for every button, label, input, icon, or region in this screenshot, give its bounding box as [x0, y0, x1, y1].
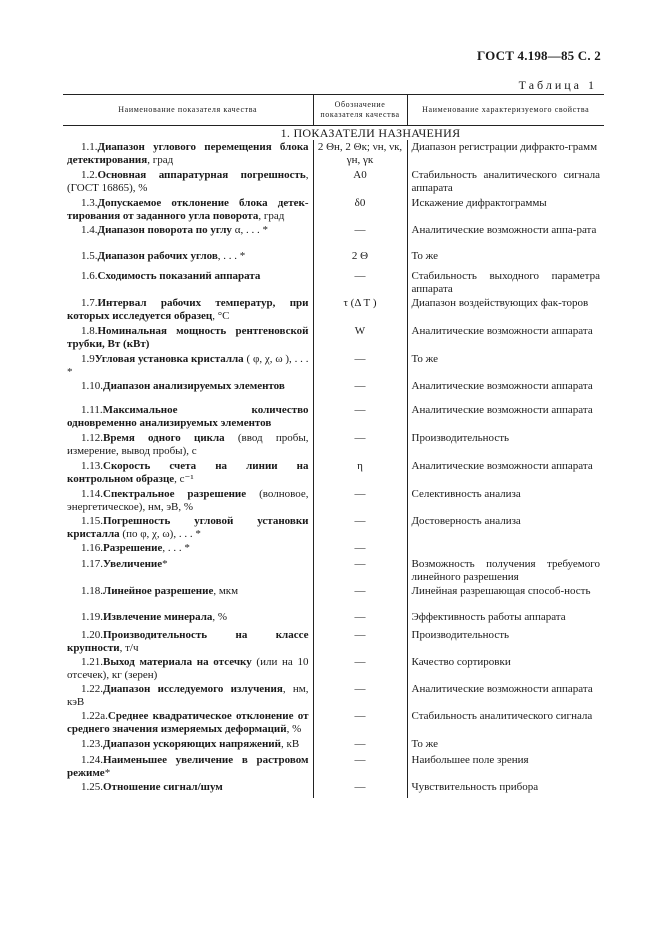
- indicator-number: 1.21.: [81, 656, 103, 668]
- indicator-number: 1.18.: [81, 585, 103, 597]
- characterized-property: То же: [411, 738, 438, 750]
- table-row: [63, 431, 604, 459]
- indicator-number: 1.5.: [81, 250, 98, 262]
- indicator-symbol: —: [313, 514, 407, 541]
- indicator-unit: , (ГОСТ 16865), %: [67, 169, 309, 194]
- indicator-title: Допускаемое отклонение блока детек-тирования от заданного угла поворота: [67, 197, 309, 222]
- indicator-title: Наименьшее увеличение в растровом режиме: [67, 754, 309, 779]
- indicator-name: [63, 431, 313, 459]
- indicator-symbol: —: [313, 628, 407, 655]
- indicator-number: 1.23.: [81, 738, 103, 750]
- indicator-symbol: η: [313, 459, 407, 487]
- indicator-title: Диапазон ускоряющих напряжений: [103, 738, 281, 750]
- indicator-name: [63, 514, 313, 541]
- characterized-property: Наибольшее поле зрения: [411, 754, 529, 766]
- indicator-symbol: —: [313, 584, 407, 610]
- indicator-unit: ( φ, χ, ω ), . . . *: [67, 353, 309, 378]
- table-row: [63, 249, 604, 269]
- characterized-property: Чувствительность прибора: [411, 781, 539, 793]
- table-row: [63, 682, 604, 709]
- indicator-unit: , с⁻¹: [174, 473, 194, 485]
- characterized-property: Аналитические возможности аппарата: [411, 683, 593, 695]
- indicator-name: [63, 196, 313, 223]
- column-header-property: Наименование характеризуемого свойства: [407, 95, 604, 126]
- indicator-number: 1.22.: [81, 683, 103, 695]
- table-row: [63, 557, 604, 584]
- indicator-title: Интервал рабочих температур, при которых исследуется образец: [67, 297, 309, 322]
- column-header-name: Наименование показателя качества: [63, 95, 313, 126]
- indicator-number: 1.12.: [81, 432, 103, 444]
- indicator-unit: (или на 10 отсечек), кг (зерен): [67, 656, 309, 681]
- indicator-number: 1.17.: [81, 558, 103, 570]
- indicator-number: 1.20.: [81, 629, 103, 641]
- characterized-property: Стабильность выходного параметра аппарата: [411, 270, 600, 295]
- indicator-title: Диапазон углового перемещения блока детектирования: [67, 141, 309, 166]
- characterized-property: Аналитические возможности аппарата: [411, 460, 593, 472]
- indicator-symbol: —: [313, 352, 407, 379]
- indicator-name: [63, 557, 313, 584]
- table-row: [63, 168, 604, 196]
- characterized-property: Аналитические возможности аппарата: [411, 404, 593, 416]
- characterized-property: Аналитические возможности аппарата: [411, 380, 593, 392]
- indicator-name: [63, 140, 313, 168]
- table-row: [63, 709, 604, 737]
- indicator-symbol: A0: [313, 168, 407, 196]
- indicator-symbol: δ0: [313, 196, 407, 223]
- indicator-unit: , т/ч: [119, 642, 139, 654]
- indicator-number: 1.15.: [81, 515, 103, 527]
- quality-indicators-table: [63, 94, 604, 798]
- characterized-property: Возможность получения требуемого линейного разрешения: [411, 558, 600, 583]
- indicator-title: Диапазон анализируемых элементов: [103, 380, 285, 392]
- indicator-title: Производительность на классе крупности: [67, 629, 309, 654]
- table-row: [63, 352, 604, 379]
- table-row: [63, 140, 604, 168]
- indicator-number: 1.9: [81, 353, 95, 365]
- indicator-number: 1.1.: [81, 141, 98, 153]
- table-row: [63, 324, 604, 352]
- indicator-name: [63, 249, 313, 269]
- indicator-number: 1.10.: [81, 380, 103, 392]
- indicator-unit: , нм, кэВ: [67, 683, 309, 708]
- characterized-property: То же: [411, 250, 438, 262]
- indicator-number: 1.4.: [81, 224, 98, 236]
- characterized-property: Стабильность аналитического сигнала аппарата: [411, 169, 600, 194]
- indicator-name: [63, 296, 313, 324]
- indicator-title: Диапазон исследуемого излучения: [103, 683, 283, 695]
- indicator-name: [63, 780, 313, 798]
- characterized-property: Аналитические возможности аппарата: [411, 325, 593, 337]
- indicator-unit: , °С: [212, 310, 230, 322]
- characterized-property: Искажение дифрактограммы: [411, 197, 547, 209]
- indicator-unit: α, . . . *: [231, 224, 268, 236]
- indicator-number: 1.13.: [81, 460, 103, 472]
- indicator-name: [63, 737, 313, 753]
- indicator-title: Спектральное разрешение: [103, 488, 247, 500]
- indicator-symbol: —: [313, 223, 407, 249]
- indicator-symbol: —: [313, 379, 407, 403]
- indicator-title: Максимальное количество одновременно анализируемых элементов: [67, 404, 309, 429]
- indicator-number: 1.24.: [81, 754, 103, 766]
- characterized-property: Селективность анализа: [411, 488, 521, 500]
- indicator-title: Угловая установка кристалла: [94, 353, 244, 365]
- indicator-title: Скорость счета на линии на контрольном образце: [67, 460, 309, 485]
- indicator-symbol: —: [313, 487, 407, 514]
- indicator-symbol: —: [313, 655, 407, 682]
- indicator-number: 1.7.: [81, 297, 98, 309]
- table-row: [63, 487, 604, 514]
- characterized-property: То же: [411, 353, 438, 365]
- indicator-title: Линейное разрешение: [103, 585, 214, 597]
- indicator-title: Среднее квадратическое отклонение от среднего значения измеряемых деформаций: [67, 710, 309, 735]
- table-row: [63, 628, 604, 655]
- table-row: [63, 541, 604, 557]
- indicator-name: [63, 459, 313, 487]
- indicator-title: Номинальная мощность рентгеновской трубки, Вт (кВт): [67, 325, 309, 350]
- indicator-symbol: —: [313, 557, 407, 584]
- page-header-doc-ref: ГОСТ 4.198—85 С. 2: [476, 48, 601, 63]
- table-row: [63, 753, 604, 780]
- indicator-name: [63, 753, 313, 780]
- indicator-name: [63, 324, 313, 352]
- indicator-number: 1.14.: [81, 488, 103, 500]
- table-row: [63, 296, 604, 324]
- indicator-symbol: —: [313, 269, 407, 296]
- indicator-unit: , . . . *: [162, 542, 190, 554]
- section-row: [63, 126, 604, 141]
- indicator-number: 1.2.: [81, 169, 98, 181]
- indicator-name: [63, 584, 313, 610]
- indicator-name: [63, 403, 313, 431]
- indicator-unit: , кВ: [280, 738, 300, 750]
- indicator-name: [63, 168, 313, 196]
- indicator-number: 1.22а.: [81, 710, 108, 722]
- indicator-title: Выход материала на отсечку: [103, 656, 252, 668]
- indicator-number: 1.11.: [81, 404, 103, 416]
- indicator-title: Сходимость показаний аппарата: [97, 270, 261, 282]
- indicator-unit: (ввод пробы, измерение, вывод пробы), с: [67, 432, 309, 457]
- indicator-unit: , %: [212, 611, 228, 623]
- indicator-title: Увеличение: [103, 558, 163, 570]
- table-row: [63, 196, 604, 223]
- indicator-symbol: —: [313, 431, 407, 459]
- indicator-unit: *: [104, 767, 111, 779]
- indicator-name: [63, 610, 313, 628]
- characterized-property: Стабильность аналитического сигнала: [411, 710, 593, 722]
- indicator-symbol: —: [313, 682, 407, 709]
- indicator-title: Разрешение: [103, 542, 163, 554]
- indicator-symbol: —: [313, 780, 407, 798]
- indicator-symbol: W: [313, 324, 407, 352]
- indicator-unit: , град: [147, 154, 174, 166]
- table-row: [63, 514, 604, 541]
- indicator-symbol: 2 Θн, 2 Θк; νн, νк, γн, γк: [313, 140, 407, 168]
- indicator-unit: , град: [258, 210, 285, 222]
- indicator-title: Диапазон поворота по углу: [97, 224, 232, 236]
- indicator-unit: *: [162, 558, 168, 570]
- indicator-title: Извлечение минерала: [103, 611, 213, 623]
- indicator-symbol: —: [313, 403, 407, 431]
- table-row: [63, 269, 604, 296]
- indicator-symbol: —: [313, 753, 407, 780]
- indicator-number: 1.8.: [81, 325, 98, 337]
- table-header-row: [63, 95, 604, 126]
- table-row: [63, 459, 604, 487]
- indicator-name: [63, 269, 313, 296]
- table-row: [63, 403, 604, 431]
- characterized-property: [407, 541, 604, 557]
- characterized-property: Эффективность работы аппарата: [411, 611, 566, 623]
- characterized-property: Достоверность анализа: [411, 515, 521, 527]
- indicator-symbol: —: [313, 610, 407, 628]
- characterized-property: Качество сортировки: [411, 656, 511, 668]
- table-row: [63, 610, 604, 628]
- indicator-name: [63, 352, 313, 379]
- characterized-property: Линейная разрешающая способ-ность: [411, 585, 591, 597]
- indicator-unit: , мкм: [213, 585, 239, 597]
- indicator-number: 1.19.: [81, 611, 103, 623]
- indicator-symbol: —: [313, 541, 407, 557]
- table-row: [63, 584, 604, 610]
- indicator-symbol: —: [313, 737, 407, 753]
- indicator-name: [63, 223, 313, 249]
- indicator-number: 1.6.: [81, 270, 98, 282]
- indicator-name: [63, 379, 313, 403]
- indicator-name: [63, 655, 313, 682]
- table-row: [63, 737, 604, 753]
- indicator-unit: (по φ, χ, ω), . . . *: [119, 528, 201, 540]
- indicator-symbol: —: [313, 709, 407, 737]
- table-row: [63, 379, 604, 403]
- indicator-name: [63, 541, 313, 557]
- indicator-unit: , . . . *: [217, 250, 246, 262]
- indicator-title: Время одного цикла: [103, 432, 225, 444]
- indicator-symbol: 2 Θ: [313, 249, 407, 269]
- indicator-title: Основная аппаратурная погрешность: [97, 169, 306, 181]
- characterized-property: Аналитические возможности аппа-рата: [411, 224, 597, 236]
- indicator-title: Диапазон рабочих углов: [97, 250, 218, 262]
- column-header-symbol: Обозначение показателя качества: [313, 95, 407, 126]
- characterized-property: Производительность: [411, 629, 510, 641]
- indicator-number: 1.3.: [81, 197, 98, 209]
- indicator-number: 1.25.: [81, 781, 103, 793]
- section-title: 1. ПОКАЗАТЕЛИ НАЗНАЧЕНИЯ: [280, 126, 461, 140]
- table-caption: Таблица 1: [518, 78, 597, 92]
- indicator-name: [63, 628, 313, 655]
- indicator-unit: (волновое, энергетическое), нм, эВ, %: [67, 488, 309, 513]
- table-row: [63, 780, 604, 798]
- indicator-name: [63, 682, 313, 709]
- indicator-name: [63, 487, 313, 514]
- indicator-name: [63, 709, 313, 737]
- table-row: [63, 655, 604, 682]
- table-row: [63, 223, 604, 249]
- characterized-property: Производительность: [411, 432, 510, 444]
- indicator-title: Погрешность угловой установки кристалла: [67, 515, 309, 540]
- characterized-property: Диапазон регистрации дифракто-грамм: [411, 141, 598, 153]
- indicator-number: 1.16.: [81, 542, 103, 554]
- indicator-unit: , %: [286, 723, 302, 735]
- indicator-title: Отношение сигнал/шум: [103, 781, 223, 793]
- characterized-property: Диапазон воздействующих фак-торов: [411, 297, 589, 309]
- indicator-symbol: τ (Δ T ): [313, 296, 407, 324]
